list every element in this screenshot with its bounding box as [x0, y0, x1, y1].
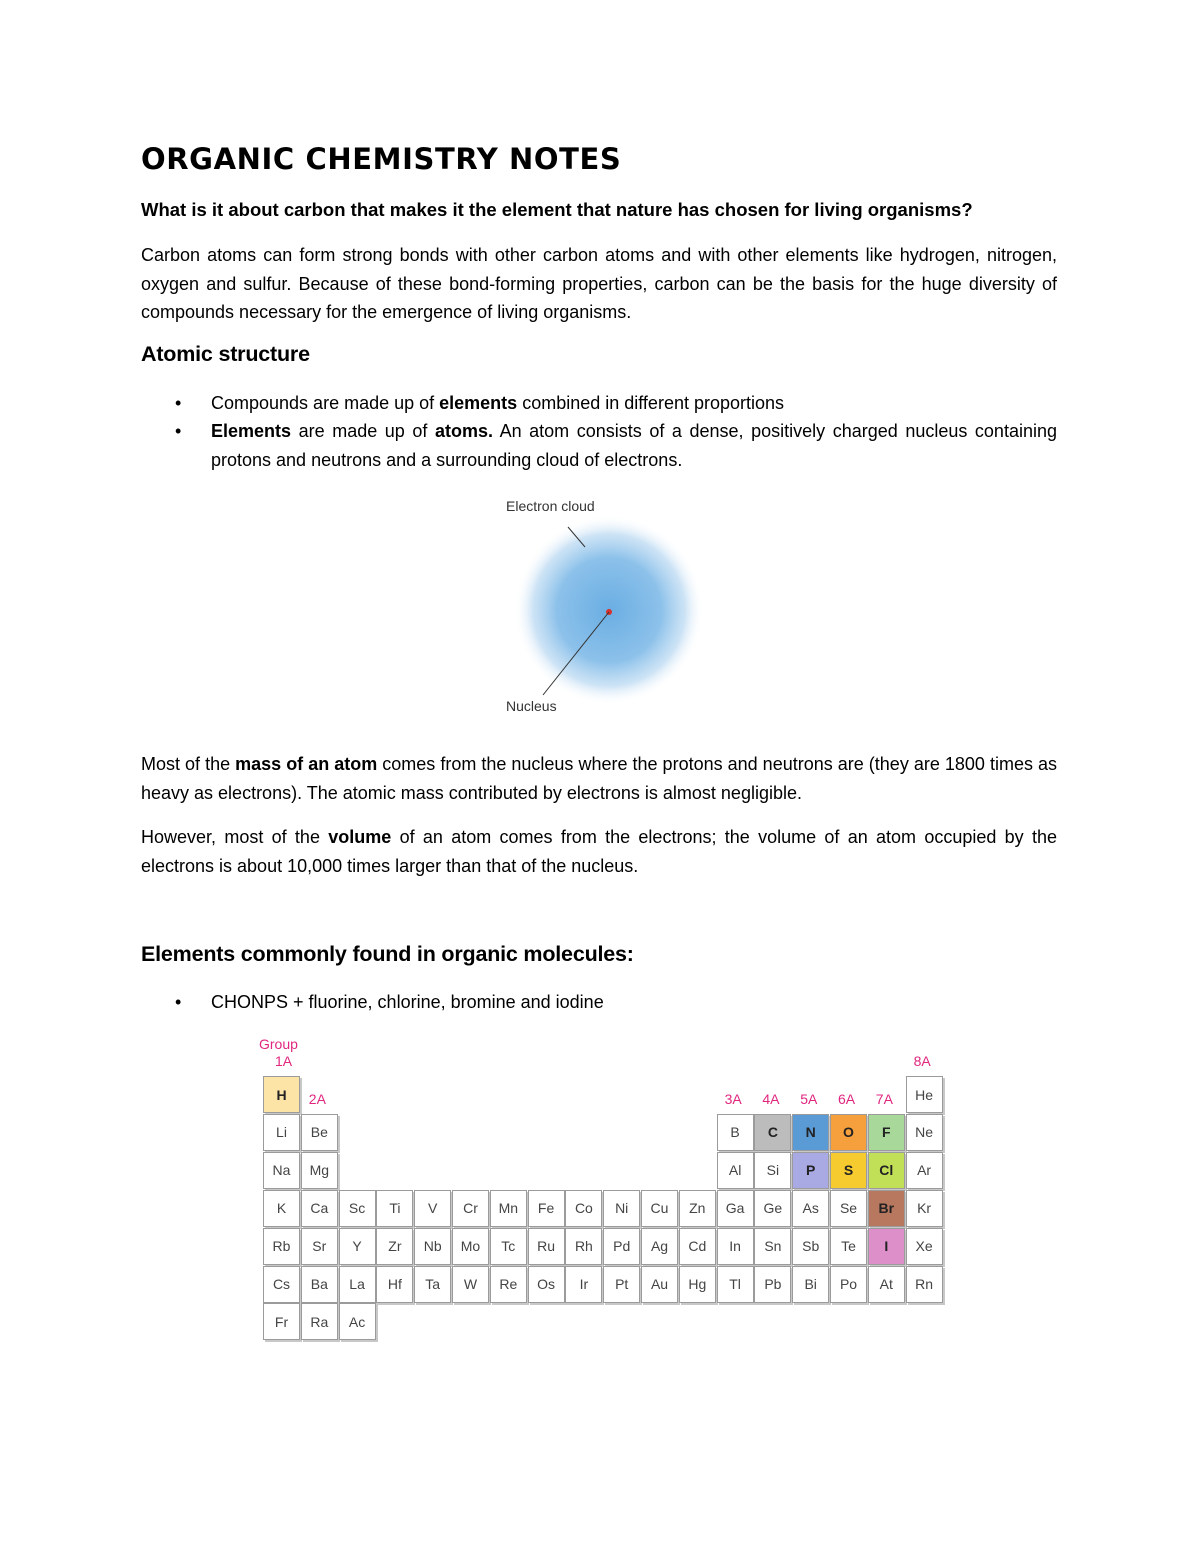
element-cell-mo: Mo: [452, 1228, 489, 1265]
element-cell-co: Co: [565, 1190, 602, 1227]
element-cell-re: Re: [490, 1266, 527, 1303]
element-cell-k: K: [263, 1190, 300, 1227]
element-cell-c: C: [754, 1114, 791, 1151]
element-cell-s: S: [830, 1152, 867, 1189]
element-cell-ne: Ne: [906, 1114, 943, 1151]
element-cell-cu: Cu: [641, 1190, 678, 1227]
volume-paragraph: [141, 823, 1057, 880]
element-cell-la: La: [339, 1266, 376, 1303]
element-cell-rb: Rb: [263, 1228, 300, 1265]
paragraph-bold-text: volume: [328, 827, 392, 847]
list-item: [211, 417, 1057, 474]
element-cell-sb: Sb: [792, 1228, 829, 1265]
paragraph-text: However, most of the: [141, 827, 329, 847]
element-cell-w: W: [452, 1266, 489, 1303]
element-cell-cr: Cr: [452, 1190, 489, 1227]
atomic-structure-heading: Atomic structure: [141, 342, 310, 366]
bullet-text: An atom consists of a dense, positively charged nucleus containing protons and neutrons and a surrounding cloud of electrons.: [211, 421, 1057, 470]
paragraph-text: of an atom comes from the electrons; the volume of an atom occupied by the electrons is about 10,000 times larger than that of the nucleus.: [141, 827, 1057, 876]
paragraph-text: comes from the nucleus where the protons and neutrons are (they are 1800 times as heavy as electrons). The atomic mass contributed by electrons is almost negligible.: [141, 754, 1057, 803]
atom-diagram: [490, 495, 730, 720]
bullet-icon: •: [175, 992, 182, 1012]
element-cell-rh: Rh: [565, 1228, 602, 1265]
list-item: CHONPS + fluorine, chlorine, bromine and iodine: [211, 992, 604, 1012]
nucleus-label: Nucleus: [506, 698, 557, 714]
element-cell-ba: Ba: [301, 1266, 338, 1303]
question-heading: What is it about carbon that makes it the element that nature has chosen for living organisms?: [141, 199, 973, 220]
element-cell-y: Y: [339, 1228, 376, 1265]
element-cell-nb: Nb: [414, 1228, 451, 1265]
bullet-bold-text: atoms.: [434, 421, 493, 441]
element-cell-ru: Ru: [528, 1228, 565, 1265]
group-label-4a: 4A: [762, 1091, 780, 1107]
element-cell-bi: Bi: [792, 1266, 829, 1303]
element-cell-os: Os: [528, 1266, 565, 1303]
element-cell-ag: Ag: [641, 1228, 678, 1265]
element-cell-cs: Cs: [263, 1266, 300, 1303]
group-label-8a: 8A: [913, 1053, 931, 1069]
group-label-1a: 1A: [275, 1053, 293, 1069]
bullet-icon: •: [175, 393, 182, 413]
element-cell-se: Se: [830, 1190, 867, 1227]
element-cell-ar: Ar: [906, 1152, 943, 1189]
bullet-icon: •: [175, 421, 182, 441]
paragraph-bold-text: mass of an atom: [235, 754, 378, 774]
group-label-5a: 5A: [800, 1091, 818, 1107]
element-cell-he: He: [906, 1076, 943, 1113]
group-label-3a: 3A: [724, 1091, 742, 1107]
element-cell-kr: Kr: [906, 1190, 943, 1227]
element-cell-ac: Ac: [339, 1303, 376, 1340]
element-cell-tc: Tc: [490, 1228, 527, 1265]
element-cell-fr: Fr: [263, 1303, 300, 1340]
bullet-bold-text: elements: [439, 393, 518, 413]
element-cell-sn: Sn: [754, 1228, 791, 1265]
element-cell-mn: Mn: [490, 1190, 527, 1227]
element-cell-si: Si: [754, 1152, 791, 1189]
atom-figure: [490, 495, 730, 720]
element-cell-ga: Ga: [717, 1190, 754, 1227]
element-cell-f: F: [868, 1114, 905, 1151]
group-label-2a: 2A: [308, 1091, 326, 1107]
element-cell-h: H: [263, 1076, 300, 1113]
intro-paragraph: Carbon atoms can form strong bonds with other carbon atoms and with other elements like hydrogen, nitrogen, oxygen and sulfur. Because of these bond-forming properties, carbon can be the basis for the huge diversity of compounds necessary for the emergence of living organisms.: [141, 245, 1057, 322]
mass-paragraph: [141, 750, 1057, 807]
element-cell-mg: Mg: [301, 1152, 338, 1189]
element-cell-ni: Ni: [603, 1190, 640, 1227]
element-cell-tl: Tl: [717, 1266, 754, 1303]
list-item: [211, 389, 1057, 418]
element-cell-po: Po: [830, 1266, 867, 1303]
bullet-bold-text: Elements: [211, 421, 292, 441]
element-cell-cd: Cd: [679, 1228, 716, 1265]
element-cell-hg: Hg: [679, 1266, 716, 1303]
element-cell-ca: Ca: [301, 1190, 338, 1227]
element-cell-pd: Pd: [603, 1228, 640, 1265]
element-cell-ir: Ir: [565, 1266, 602, 1303]
element-cell-n: N: [792, 1114, 829, 1151]
element-cell-xe: Xe: [906, 1228, 943, 1265]
element-cell-rn: Rn: [906, 1266, 943, 1303]
element-cell-te: Te: [830, 1228, 867, 1265]
bullet-text: Compounds are made up of: [211, 393, 440, 413]
element-cell-zn: Zn: [679, 1190, 716, 1227]
element-cell-al: Al: [717, 1152, 754, 1189]
element-cell-sc: Sc: [339, 1190, 376, 1227]
element-cell-at: At: [868, 1266, 905, 1303]
element-cell-v: V: [414, 1190, 451, 1227]
electron-cloud-label: Electron cloud: [506, 498, 595, 514]
element-cell-pt: Pt: [603, 1266, 640, 1303]
element-cell-o: O: [830, 1114, 867, 1151]
element-cell-zr: Zr: [376, 1228, 413, 1265]
group-label-7a: 7A: [875, 1091, 893, 1107]
bullet-text: combined in different proportions: [517, 393, 785, 413]
element-cell-ge: Ge: [754, 1190, 791, 1227]
bullet-text: are made up of: [291, 421, 435, 441]
element-cell-na: Na: [263, 1152, 300, 1189]
element-cell-cl: Cl: [868, 1152, 905, 1189]
element-cell-ta: Ta: [414, 1266, 451, 1303]
group-label: Group: [259, 1036, 298, 1052]
element-cell-pb: Pb: [754, 1266, 791, 1303]
element-cell-as: As: [792, 1190, 829, 1227]
elements-heading: Elements commonly found in organic molecules:: [141, 942, 634, 966]
element-cell-hf: Hf: [376, 1266, 413, 1303]
element-cell-ti: Ti: [376, 1190, 413, 1227]
element-cell-fe: Fe: [528, 1190, 565, 1227]
element-cell-i: I: [868, 1228, 905, 1265]
element-cell-br: Br: [868, 1190, 905, 1227]
element-cell-b: B: [717, 1114, 754, 1151]
element-cell-in: In: [717, 1228, 754, 1265]
element-cell-au: Au: [641, 1266, 678, 1303]
element-cell-p: P: [792, 1152, 829, 1189]
element-cell-ra: Ra: [301, 1303, 338, 1340]
page-title: ORGANIC CHEMISTRY NOTES: [141, 142, 622, 176]
paragraph-text: Most of the: [141, 754, 236, 774]
group-label-6a: 6A: [838, 1091, 856, 1107]
element-cell-sr: Sr: [301, 1228, 338, 1265]
element-cell-li: Li: [263, 1114, 300, 1151]
element-cell-be: Be: [301, 1114, 338, 1151]
